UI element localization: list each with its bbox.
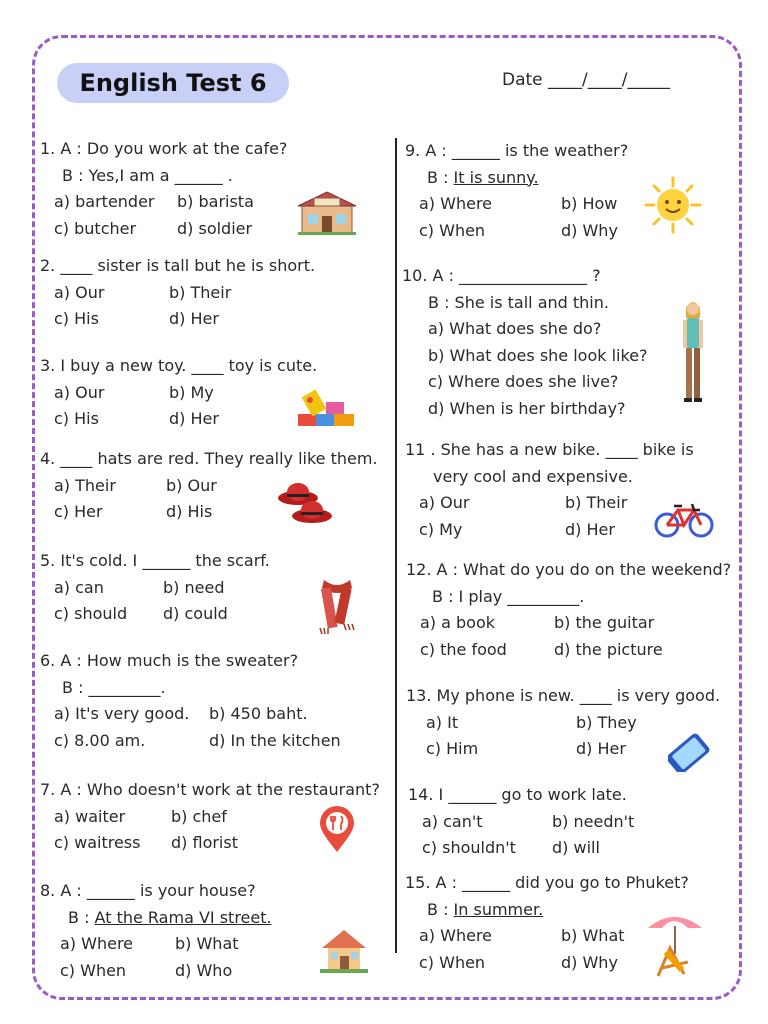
option-d[interactable]: d) will xyxy=(552,838,600,857)
question-stem: 15. A : ______ did you go to Phuket? xyxy=(405,873,689,892)
option-a[interactable]: a) Where xyxy=(419,926,493,945)
answer-prefix: B : xyxy=(427,899,454,919)
option-a[interactable]: a) can't xyxy=(422,811,483,831)
question-9 xyxy=(405,138,665,244)
question-stem: 12. A : What do you do on the weekend? xyxy=(406,560,732,579)
option-a[interactable]: a) Our xyxy=(54,382,105,402)
option-d[interactable]: d) Why xyxy=(561,220,618,240)
option-a[interactable]: a) waiter xyxy=(54,806,126,826)
answer-underlined: It is sunny. xyxy=(453,167,539,187)
option-b[interactable]: b) needn't xyxy=(552,811,635,831)
red-hats-icon xyxy=(276,480,334,532)
question-2 xyxy=(40,253,340,333)
option-c[interactable]: c) should xyxy=(54,604,128,623)
page-title xyxy=(57,63,289,103)
question-5 xyxy=(40,548,340,628)
question-stem: 4. ____ hats are red. They really like them. xyxy=(40,449,378,468)
question-stem: 6. A : How much is the sweater? xyxy=(40,651,299,670)
option-c[interactable]: c) Him xyxy=(426,739,479,758)
option-b[interactable]: b) My xyxy=(169,382,214,402)
option-a[interactable]: a) Their xyxy=(54,475,116,495)
option-b[interactable]: b) What xyxy=(175,934,239,953)
cafe-icon xyxy=(296,190,358,240)
option-b[interactable]: b) chef xyxy=(171,806,227,826)
question-stem: 10. A : ________________ ? xyxy=(402,266,601,285)
option-b[interactable]: b) need xyxy=(163,577,225,597)
option-d[interactable]: d) could xyxy=(163,604,228,623)
option-d[interactable]: d) In the kitchen xyxy=(209,730,341,750)
question-10 xyxy=(402,263,682,422)
answer-line xyxy=(68,905,320,932)
option-a[interactable]: a) It's very good. xyxy=(54,704,190,723)
question-stem: 14. I ______ go to work late. xyxy=(408,785,627,804)
question-stem: 13. My phone is new. ____ is very good. xyxy=(406,686,721,705)
date-line: Date ____/____/_____ xyxy=(502,70,670,90)
option-d[interactable]: d) soldier xyxy=(177,218,253,238)
question-stem-continued: very cool and expensive. xyxy=(433,466,633,486)
answer-line: B : I play _________. xyxy=(432,586,585,606)
answer-line xyxy=(427,165,665,192)
option-b[interactable]: b) What does she look like? xyxy=(428,345,648,365)
phone-icon xyxy=(668,730,720,776)
question-stem: 5. It's cold. I ______ the scarf. xyxy=(40,551,270,570)
question-stem: 8. A : ______ is your house? xyxy=(40,881,256,900)
option-b[interactable]: b) barista xyxy=(177,192,254,211)
option-a[interactable]: a) bartender xyxy=(54,192,155,211)
option-c[interactable]: c) When xyxy=(419,952,486,972)
question-12 xyxy=(406,557,736,663)
answer-line: B : She is tall and thin. xyxy=(428,292,609,312)
title-text: English Test 6 xyxy=(79,69,267,97)
question-1 xyxy=(40,136,300,242)
column-divider xyxy=(395,138,397,953)
answer-prefix: B : xyxy=(68,907,95,927)
option-c[interactable]: c) His xyxy=(54,309,99,328)
question-stem: 9. A : ______ is the weather? xyxy=(405,141,629,160)
option-c[interactable]: c) When xyxy=(60,960,127,980)
option-a[interactable]: a) a book xyxy=(420,613,496,632)
option-c[interactable]: c) His xyxy=(54,409,99,428)
sun-icon xyxy=(644,176,702,238)
bicycle-icon xyxy=(654,500,714,542)
toy-blocks-icon xyxy=(296,388,358,432)
question-stem: 11 . She has a new bike. ____ bike is xyxy=(405,440,694,459)
option-d[interactable]: d) Her xyxy=(169,409,219,428)
option-c[interactable]: c) shouldn't xyxy=(422,838,516,857)
house-icon xyxy=(320,926,368,978)
beach-chair-icon xyxy=(644,912,706,984)
option-b[interactable]: b) 450 baht. xyxy=(209,704,308,723)
option-d[interactable]: d) florist xyxy=(171,833,238,852)
option-a[interactable]: a) can xyxy=(54,577,104,597)
option-b[interactable]: b) They xyxy=(576,712,637,732)
option-b[interactable]: b) Our xyxy=(166,475,217,495)
option-a[interactable]: a) What does she do? xyxy=(428,319,602,338)
option-a[interactable]: a) Our xyxy=(54,282,105,302)
option-a[interactable]: a) It xyxy=(426,712,459,732)
option-a[interactable]: a) Where xyxy=(60,934,134,953)
option-a[interactable]: a) Our xyxy=(419,493,470,512)
option-d[interactable]: d) His xyxy=(166,502,213,521)
option-d[interactable]: d) the picture xyxy=(554,639,663,659)
option-d[interactable]: d) Who xyxy=(175,960,233,980)
option-a[interactable]: a) Where xyxy=(419,194,493,213)
option-c[interactable]: c) butcher xyxy=(54,218,137,238)
option-d[interactable]: d) Her xyxy=(576,739,626,758)
answer-line: B : _________. xyxy=(62,677,166,697)
option-c[interactable]: c) the food xyxy=(420,639,507,659)
question-stem: 3. I buy a new toy. ____ toy is cute. xyxy=(40,356,318,375)
option-b[interactable]: b) Their xyxy=(169,282,232,302)
answer-line: B : Yes,I am a ______ . xyxy=(62,165,233,185)
option-c[interactable]: c) When xyxy=(419,220,486,240)
question-14 xyxy=(408,782,668,862)
option-d[interactable]: d) Her xyxy=(169,309,219,328)
scarf-icon xyxy=(314,576,360,640)
answer-underlined: In summer. xyxy=(453,899,544,919)
restaurant-pin-icon xyxy=(318,806,356,858)
question-stem: 2. ____ sister is tall but he is short. xyxy=(40,256,316,275)
option-c[interactable]: c) 8.00 am. xyxy=(54,730,146,750)
option-b[interactable]: b) How xyxy=(561,194,618,213)
option-b[interactable]: b) the guitar xyxy=(554,613,655,632)
option-c[interactable]: c) Where does she live? xyxy=(428,372,619,391)
woman-icon xyxy=(678,298,708,408)
question-3 xyxy=(40,353,340,433)
answer-prefix: B : xyxy=(427,167,454,187)
question-stem: 1. A : Do you work at the cafe? xyxy=(40,139,288,158)
option-b[interactable]: b) What xyxy=(561,926,625,945)
option-c[interactable]: c) My xyxy=(419,519,463,539)
question-8 xyxy=(40,878,320,984)
question-stem: 7. A : Who doesn't work at the restaurant? xyxy=(40,780,380,799)
option-d[interactable]: d) When is her birthday? xyxy=(428,398,626,418)
question-6 xyxy=(40,648,360,754)
option-d[interactable]: d) Her xyxy=(565,519,615,539)
option-d[interactable]: d) Why xyxy=(561,952,618,972)
option-b[interactable]: b) Their xyxy=(565,493,628,512)
option-c[interactable]: c) waitress xyxy=(54,833,141,852)
answer-underlined: At the Rama VI street. xyxy=(94,907,272,927)
option-c[interactable]: c) Her xyxy=(54,502,103,521)
